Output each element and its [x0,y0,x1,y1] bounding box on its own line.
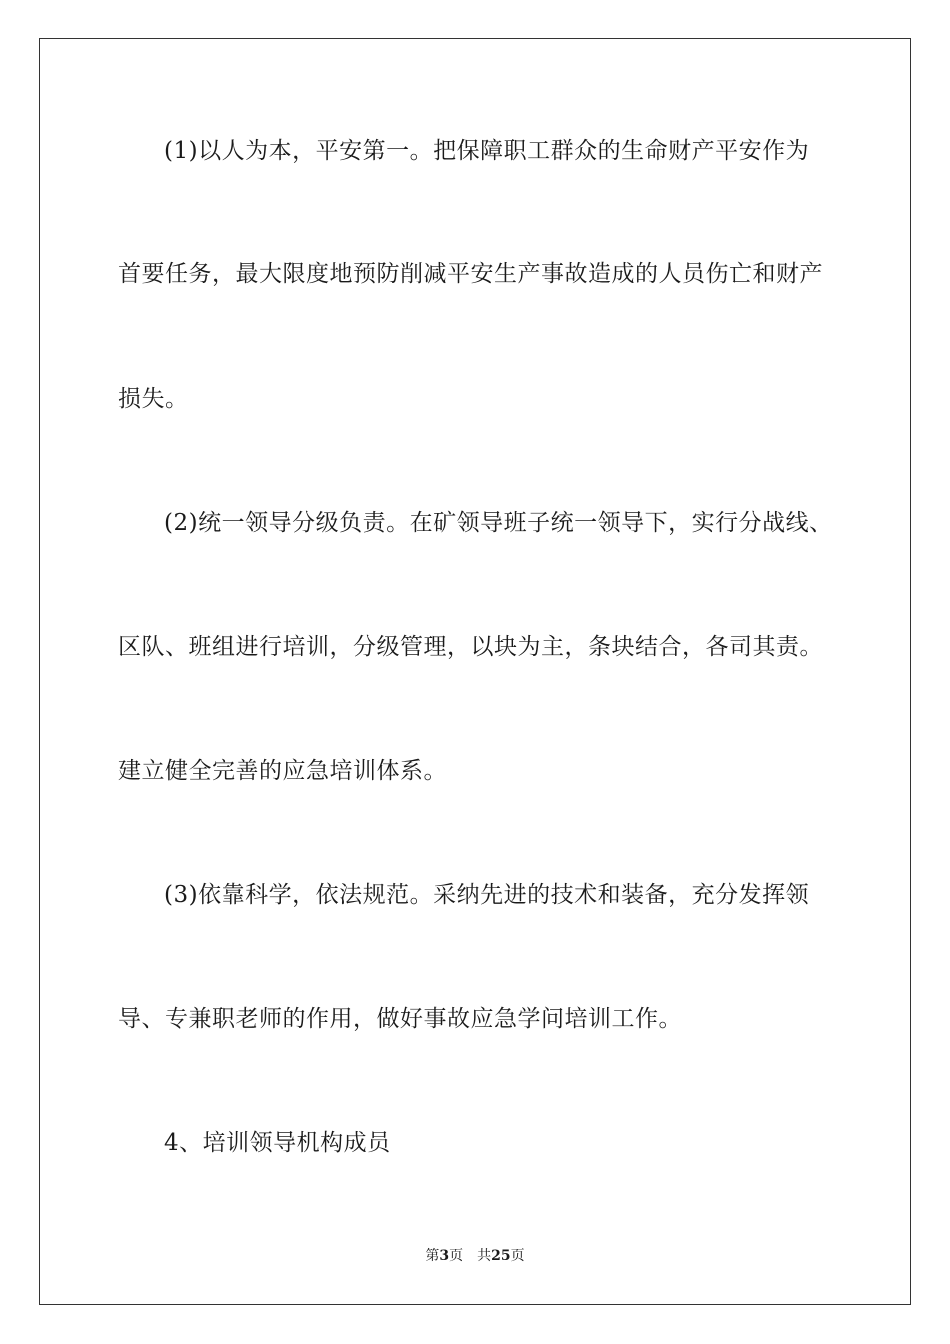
paragraph-2-line-3: 建立健全完善的应急培训体系。 [118,758,447,784]
paragraph-2-line-2: 区队、班组进行培训，分级管理，以块为主，条块结合，各司其责。 [118,634,823,660]
paragraph-2-line-1: (2)统一领导分级负责。在矿领导班子统一领导下，实行分战线、 [164,510,833,536]
footer-page-prefix: 第 [425,1248,440,1264]
paragraph-3-line-1: (3)依靠科学，依法规范。采纳先进的技术和装备，充分发挥领 [164,882,810,908]
page-footer [0,1246,950,1266]
paragraph-3-line-2: 导、专兼职老师的作用，做好事故应急学问培训工作。 [118,1006,682,1032]
footer-total-pages: 25 [491,1248,511,1264]
footer-page-suffix: 页 [449,1248,464,1264]
section-heading: 4、培训领导机构成员 [164,1130,391,1156]
footer-total-prefix: 共 [477,1248,492,1264]
paragraph-1-line-1: (1)以人为本，平安第一。把保障职工群众的生命财产平安作为 [164,138,810,164]
paragraph-1-line-3: 损失。 [118,386,189,412]
paragraph-1-line-2: 首要任务，最大限度地预防削减平安生产事故造成的人员伤亡和财产 [118,261,823,287]
footer-page-number: 3 [439,1248,450,1264]
page-border [39,38,911,1305]
footer-total-suffix: 页 [510,1248,525,1264]
